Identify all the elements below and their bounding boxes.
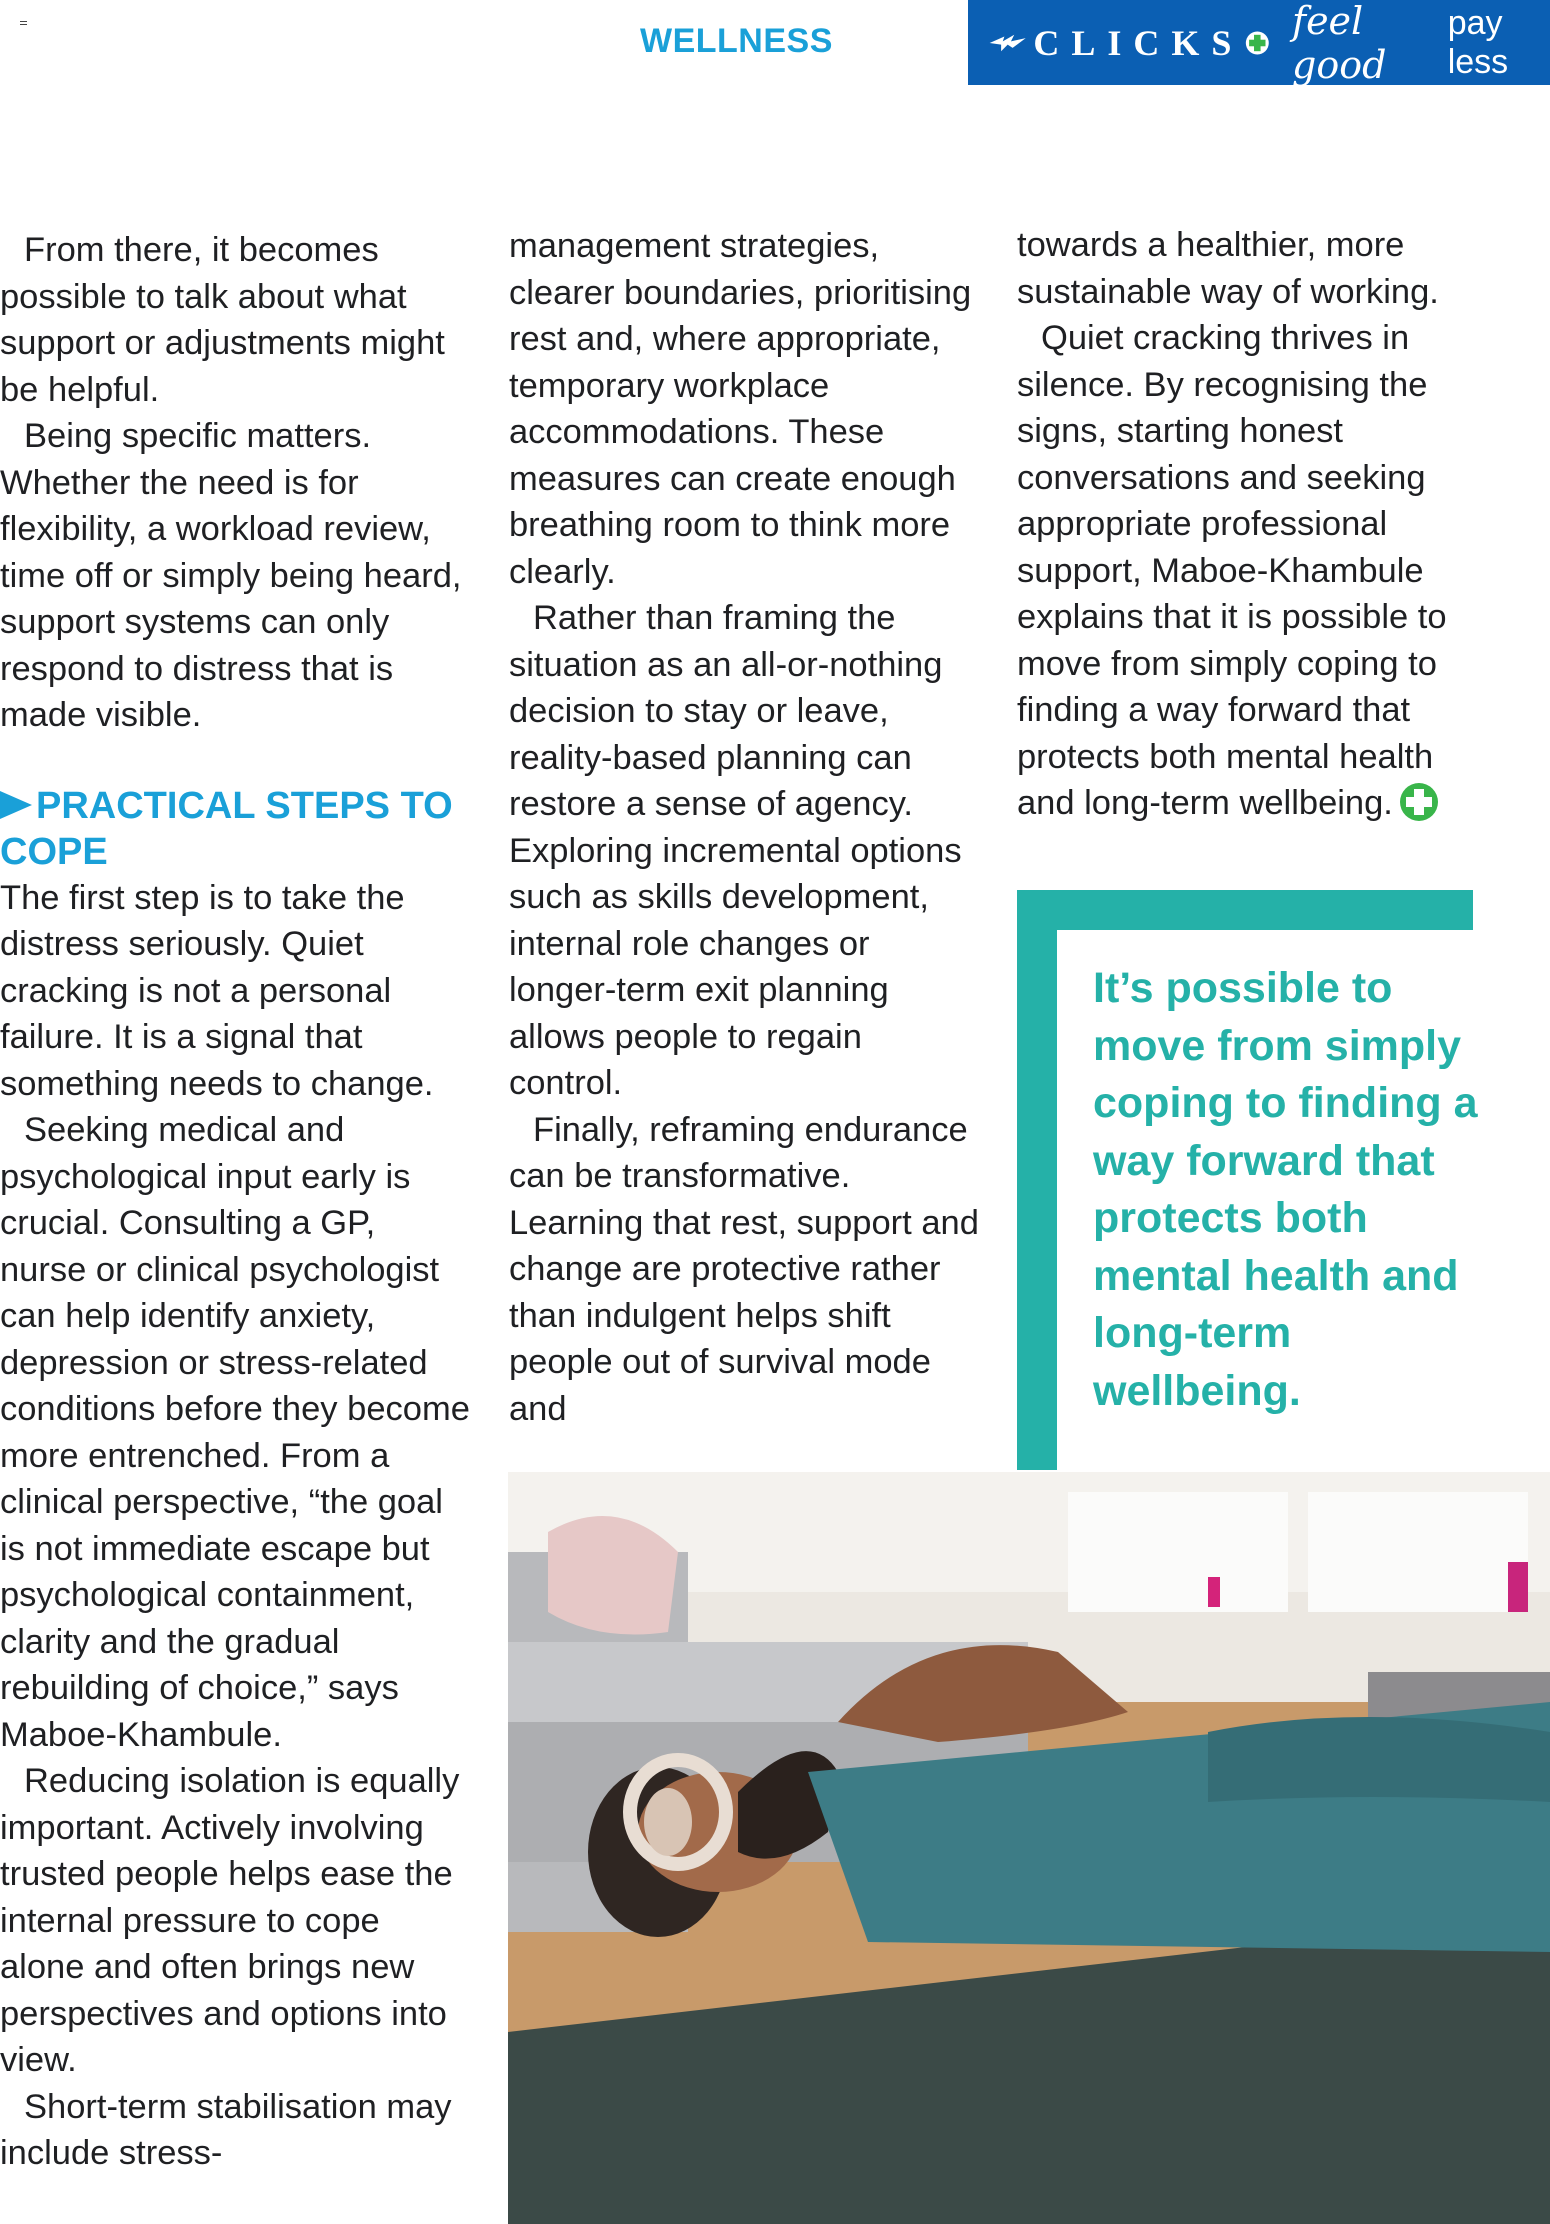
pull-quote-frame-top bbox=[1017, 890, 1473, 930]
paragraph: Seeking medical and psychological input early is crucial. Consulting a GP, nurse or clinical psychologist can help identify anxiety, depression or stress-related conditions before they become more entrenched. From a clinical perspective, “the goal is not immediate escape but psychological containment, clarity and the gradual rebuilding of choice,” says Maboe-Khambule. bbox=[0, 1111, 470, 1754]
man-lying-on-mat-with-headphones-photo bbox=[508, 1472, 1550, 2224]
subheading-text: PRACTICAL STEPS TO COPE bbox=[0, 784, 453, 873]
menu-icon[interactable] bbox=[20, 21, 27, 26]
paragraph: Short-term stabilisation may include stress- bbox=[0, 2087, 452, 2172]
paragraph: From there, it becomes possible to talk about what support or adjustments might be helpful. bbox=[0, 231, 445, 409]
paragraph bbox=[1017, 315, 1497, 827]
clicks-bird-logo-icon bbox=[988, 29, 1027, 57]
pull-quote-frame-side bbox=[1017, 890, 1057, 1470]
paragraph: Finally, reframing endurance can be transformative. Learning that rest, support and change are protective rather than indulgent helps shift people out of survival mode and bbox=[509, 1110, 979, 1428]
paragraph: Rather than framing the situation as an all-or-nothing decision to stay or leave, reality-based planning can restore a sense of agency. Exploring incremental options such as skills development, internal role changes or longer-term exit planning allows people to regain control. bbox=[509, 599, 962, 1102]
brand-tagline: pay less bbox=[1447, 3, 1509, 81]
section-label: WELLNESS bbox=[640, 22, 833, 60]
play-triangle-icon bbox=[0, 789, 32, 821]
paragraph-text: Quiet cracking thrives in silence. By recognising the signs, starting honest conversations and seeking appropriate professional support, Maboe-Khambule explains that it is possible to move from simply coping to finding a way forward that protects both mental health and long-term wellbeing. bbox=[1017, 319, 1447, 822]
clicks-brand-banner bbox=[968, 0, 1550, 85]
paragraph: management strategies, clearer boundaries, prioritising rest and, where appropriate, temporary workplace accommodations. These measures can create enough breathing room to think more clearly. bbox=[509, 227, 972, 591]
paragraph: towards a healthier, more sustainable way of working. bbox=[1017, 226, 1439, 311]
green-cross-end-icon bbox=[1399, 782, 1439, 822]
article-column-2 bbox=[509, 223, 979, 1432]
paragraph: Being specific matters. Whether the need is for flexibility, a workload review, time off or simply being heard, support systems can only respond to distress that is made visible. bbox=[0, 417, 462, 734]
paragraph: The first step is to take the distress seriously. Quiet cracking is not a personal failure. It is a signal that something needs to change. bbox=[0, 878, 434, 1103]
green-cross-icon bbox=[1245, 28, 1270, 58]
brand-name: CLICKS bbox=[1033, 22, 1244, 63]
pull-quote: It’s possible to move from simply coping to finding a way forward that protects both mental health and long-term wellbeing. bbox=[1093, 964, 1478, 1415]
article-column-1 bbox=[0, 227, 470, 2177]
subheading bbox=[0, 783, 470, 875]
brand-tagline-script: feel good bbox=[1292, 0, 1387, 87]
paragraph: Reducing isolation is equally important. Actively involving trusted people helps ease the internal pressure to cope alone and often brings new perspectives and options into view. bbox=[0, 1762, 460, 2079]
article-column-3 bbox=[1017, 222, 1497, 827]
